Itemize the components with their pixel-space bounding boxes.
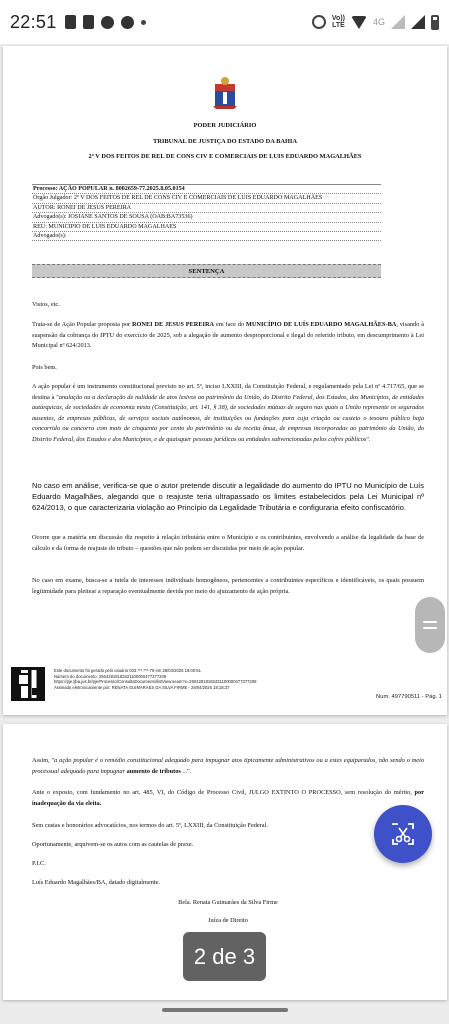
paragraph-acao-popular: A ação popular é um instrumento constitucional previsto no art. 5º, inciso LXXIII, da Constituição Federal, e regulamentado pela Lei nº 4.717/65, que se destina à "anulação ou a declaração de nulidade de atos lesivos ao patrimônio da União, do Distrito Federal, dos Estados, dos Municípios, de entidades autárquicas, de sociedades de economia mista (Constituição, art. 141, § 38), de sociedades mútuas de seguro nas quais a União represente os segurados ausentes, de empresas públicas, de serviços sociais autônomos, de instituições ou fundações para cuja criação ou custeio o tesouro público haja concorrido ou concorra com mais de cinquenta por cento do patrimônio ou da receita ânua, de empresas incorporadas ao patrimônio da União, do Distrito Federal, dos Estados e dos Municípios, e de quaisquer pessoas jurídicas ou entidades subvencionadas pelos cofres públicos". <box>32 383 424 443</box>
status-clock: 22:51 <box>10 11 57 32</box>
coat-of-arms-icon <box>212 76 238 110</box>
network-type-label: 4G <box>372 17 385 27</box>
gesture-navigation-bar[interactable] <box>162 1008 288 1012</box>
battery-icon <box>431 15 439 30</box>
paragraph-arquivem: Oportunamente, arquivem-se os autos com as cautelas de praxe. <box>32 841 194 848</box>
paragraph-local-data: Luís Eduardo Magalhães/BA, datado digitalmente. <box>32 879 161 886</box>
processo-line: Processo: AÇÃO POPULAR n. 8002659-77.2025.8.05.0154 <box>32 185 381 194</box>
signal-icon <box>411 15 425 29</box>
advogado-reu-line: Advogado(s): <box>32 232 381 241</box>
signature-info: Este documento foi gerado pelo usuário 033.***.***-79 em 28/04/2025 19:00:51 Número do documento: 25042818183421100000477377208 https://pje.tjba.jus.br/pje/Processo/ConsultaDocumento/listView.seam?x=25042818183421100000477377208 Assinado eletronicamente por: RENATA GUIMARAES DA SILVA FIRME - 28/04/2025 18:18:37 <box>54 668 257 691</box>
signal-icon <box>391 15 405 29</box>
paragraph-custas: Sem custas e honorários advocatícios, nos termos do art. 5º, LXXIII, da Constituição Federal. <box>32 822 268 829</box>
paragraph-pois-bem: Pois bem. <box>32 364 57 371</box>
paragraph-intro: Trata-se de Ação Popular proposta por RONEI DE JESUS PEREIRA em face do MUNICÍPIO DE LUÍS EDUARDO MAGALHÃES-BA, visando à suspensão da cobrança do IPTU do exercício de 2025, sob a alegação de aumento desproporcional e ilegal do referido tributo, em descumprimento à Lei Municipal nº 624/2013. <box>32 321 424 349</box>
gear-icon <box>121 16 134 29</box>
sentenca-title: SENTENÇA <box>32 264 381 278</box>
more-notifications-icon <box>141 20 146 25</box>
volte-label: Vo)) LTE <box>331 15 345 29</box>
header-poder-judiciario: PODER JUDICIÁRIO <box>193 122 257 129</box>
paragraph-caso-exame: No caso em exame, busca-se a tutela de interesses individuais homogêneos, pertencentes a contribuintes específicos e identificáveis, os quais possuem legitimidade para pleitear a reparação eventualmente devida por meio do ajuizamento de ação própria. <box>32 577 424 595</box>
case-metadata <box>32 184 381 241</box>
paragraph-pic: P.I.C. <box>32 860 46 867</box>
scroll-grip-line <box>423 621 437 623</box>
document-page-1[interactable] <box>3 46 447 715</box>
whatsapp-icon <box>101 16 114 29</box>
scroll-grip-line <box>423 627 437 629</box>
paragraph-caso-analise: No caso em análise, verifica-se que o autor pretende discutir a legalidade do aumento do IPTU no Município de Luís Eduardo Magalhães, alegando que o reajuste teria ultrapassado os limites estabelecidos pela Lei Municipal nº 624/2013, o que caracterizaria violação ao Princípio da Legalidade Tributária e configuraria efeito confiscatório. <box>32 481 424 513</box>
scissors-icon <box>390 821 416 847</box>
autor-line: AUTOR: RONEI DE JESUS PEREIRA <box>32 204 381 213</box>
notification-icons <box>65 15 146 29</box>
notification-icon <box>65 15 76 29</box>
signer-role: Juíza de Direito <box>208 917 248 924</box>
paragraph-assim: Assim, "a ação popular é o remédio constitucional adequado para impugnar atos tipicamente administrativos ou a estes equiparados, não sendo o meio processual adequado para impugnar aumento de tributos ...". <box>32 757 424 775</box>
sim-icon <box>83 15 94 29</box>
header-tribunal: TRIBUNAL DE JUSTIÇA DO ESTADO DA BAHIA <box>152 138 298 145</box>
fast-scroll-handle[interactable] <box>415 597 445 653</box>
advogado-autor-line: Advogado(s): JOSIANE SANTOS DE SOUSA (OAB:BA73536) <box>32 213 381 222</box>
signer-name: Bela. Renata Guimarães da Silva Firme <box>178 899 278 906</box>
wifi-icon <box>351 16 367 29</box>
paragraph-ocorre: Ocorre que a matéria em discussão diz respeito à relação tributária entre o Município e os contribuintes, envolvendo a análise da legalidade da base de cálculo e da forma de reajuste do tributo – questões que não podem ser discutidas por meio de ação popular. <box>32 534 424 552</box>
reu-line: REU: MUNICIPIO DE LUIS EDUARDO MAGALHAES <box>32 223 381 232</box>
header-vara: 2º V DOS FEITOS DE REL DE CONS CIV E COMERCIAIS DE LUIS EDUARDO MAGALHÃES <box>88 153 362 160</box>
page-number: Num. 497790511 - Pág. 1 <box>376 694 442 700</box>
status-bar <box>0 0 449 44</box>
orgao-line: Órgão Julgador: 2º V DOS FEITOS DE REL DE CONS CIV E COMERCIAIS DE LUIS EDUARDO MAGALHÃES <box>32 194 381 203</box>
alarm-icon <box>312 15 326 29</box>
paragraph-vistos: Vistos, etc. <box>32 301 60 308</box>
qr-code <box>11 667 45 701</box>
page-indicator: 2 de 3 <box>183 932 266 981</box>
system-icons <box>312 15 439 30</box>
paragraph-dispositivo: Ante o exposto, com fundamento no art. 485, VI, do Código de Processo Civil, JULGO EXTINTO O PROCESSO, sem resolução do mérito, por inadequação da via eleita. <box>32 789 424 807</box>
edit-pdf-button[interactable] <box>374 805 432 863</box>
